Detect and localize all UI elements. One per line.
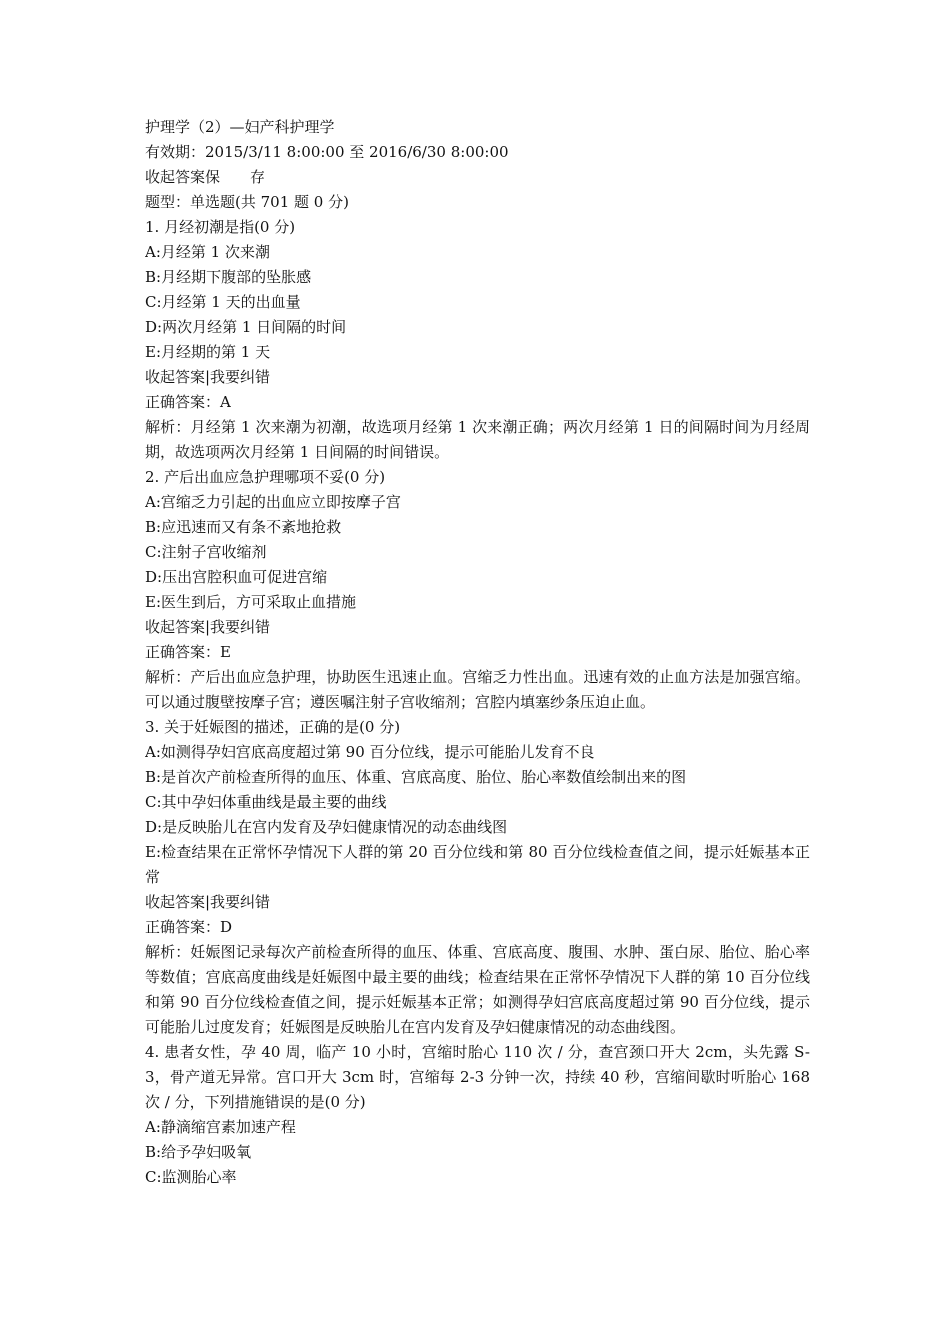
- question-block: [145, 1040, 810, 1190]
- question-stem: 2. 产后出血应急护理哪项不妥(0 分): [145, 468, 386, 486]
- validity-period: 有效期：2015/3/11 8:00:00 至 2016/6/30 8:00:00: [145, 143, 509, 161]
- option-e[interactable]: E:月经期的第 1 天: [145, 343, 271, 361]
- question-stem: 1. 月经初潮是指(0 分): [145, 218, 296, 236]
- option-c[interactable]: C:月经第 1 天的出血量: [145, 293, 301, 311]
- collapse-save-link[interactable]: 收起答案保 存: [145, 168, 266, 186]
- document-title: 护理学（2）—妇产科护理学: [145, 118, 335, 136]
- question-block: [145, 465, 810, 715]
- collapse-answer-report-error-link[interactable]: 收起答案|我要纠错: [145, 368, 271, 386]
- option-d[interactable]: D:两次月经第 1 日间隔的时间: [145, 318, 347, 336]
- question-type-summary: 题型：单选题(共 701 题 0 分): [145, 193, 349, 211]
- option-c[interactable]: C:其中孕妇体重曲线是最主要的曲线: [145, 793, 387, 811]
- collapse-answer-report-error-link[interactable]: 收起答案|我要纠错: [145, 893, 271, 911]
- correct-answer: 正确答案：A: [145, 393, 231, 411]
- correct-answer: 正确答案：E: [145, 643, 231, 661]
- correct-answer: 正确答案：D: [145, 918, 233, 936]
- option-b[interactable]: B:应迅速而又有条不紊地抢救: [145, 518, 342, 536]
- collapse-answer-report-error-link[interactable]: 收起答案|我要纠错: [145, 618, 271, 636]
- option-a[interactable]: A:宫缩乏力引起的出血应立即按摩子宫: [145, 493, 401, 511]
- option-d[interactable]: D:压出宫腔积血可促进宫缩: [145, 568, 328, 586]
- answer-analysis: 解析：妊娠图记录每次产前检查所得的血压、体重、宫底高度、腹围、水肿、蛋白尿、胎位、胎心率等数值；宫底高度曲线是妊娠图中最主要的曲线；检查结果在正常怀孕情况下人群的第 10 百分位线和第 90 百分位线检查值之间，提示妊娠基本正常；如测得孕妇宫底高度超过第 90 百分位线，提示可能胎儿过度发育；妊娠图是反映胎儿在宫内发育及孕妇健康情况的动态曲线图。: [145, 943, 810, 1036]
- option-e[interactable]: E:医生到后，方可采取止血措施: [145, 593, 357, 611]
- option-d[interactable]: D:是反映胎儿在宫内发育及孕妇健康情况的动态曲线图: [145, 818, 508, 836]
- option-b[interactable]: B:给予孕妇吸氧: [145, 1143, 252, 1161]
- option-a[interactable]: A:静滴缩宫素加速产程: [145, 1118, 296, 1136]
- option-b[interactable]: B:月经期下腹部的坠胀感: [145, 268, 312, 286]
- question-block: [145, 215, 810, 465]
- question-block: [145, 715, 810, 1040]
- option-a[interactable]: A:月经第 1 次来潮: [145, 243, 270, 261]
- option-c[interactable]: C:注射子宫收缩剂: [145, 543, 267, 561]
- document-page: [145, 115, 810, 1190]
- option-c[interactable]: C:监测胎心率: [145, 1168, 237, 1186]
- option-a[interactable]: A:如测得孕妇宫底高度超过第 90 百分位线，提示可能胎儿发育不良: [145, 743, 595, 761]
- option-e[interactable]: E:检查结果在正常怀孕情况下人群的第 20 百分位线和第 80 百分位线检查值之间，提示妊娠基本正常: [145, 843, 810, 886]
- option-b[interactable]: B:是首次产前检查所得的血压、体重、宫底高度、胎位、胎心率数值绘制出来的图: [145, 768, 687, 786]
- question-stem: 3. 关于妊娠图的描述，正确的是(0 分): [145, 718, 401, 736]
- answer-analysis: 解析：产后出血应急护理，协助医生迅速止血。宫缩乏力性出血。迅速有效的止血方法是加强宫缩。可以通过腹壁按摩子宫；遵医嘱注射子宫收缩剂；宫腔内填塞纱条压迫止血。: [145, 668, 810, 711]
- answer-analysis: 解析：月经第 1 次来潮为初潮，故选项月经第 1 次来潮正确；两次月经第 1 日的间隔时间为月经周期，故选项两次月经第 1 日间隔的时间错误。: [145, 418, 810, 461]
- question-stem: 4. 患者女性，孕 40 周，临产 10 小时，宫缩时胎心 110 次 / 分，查宫颈口开大 2cm，头先露 S-3，骨产道无异常。宫口开大 3cm 时，宫缩每 2-3 分钟一次，持续 40 秒，宫缩间歇时听胎心 168 次 / 分，下列措施错误的是(0 分): [145, 1043, 810, 1111]
